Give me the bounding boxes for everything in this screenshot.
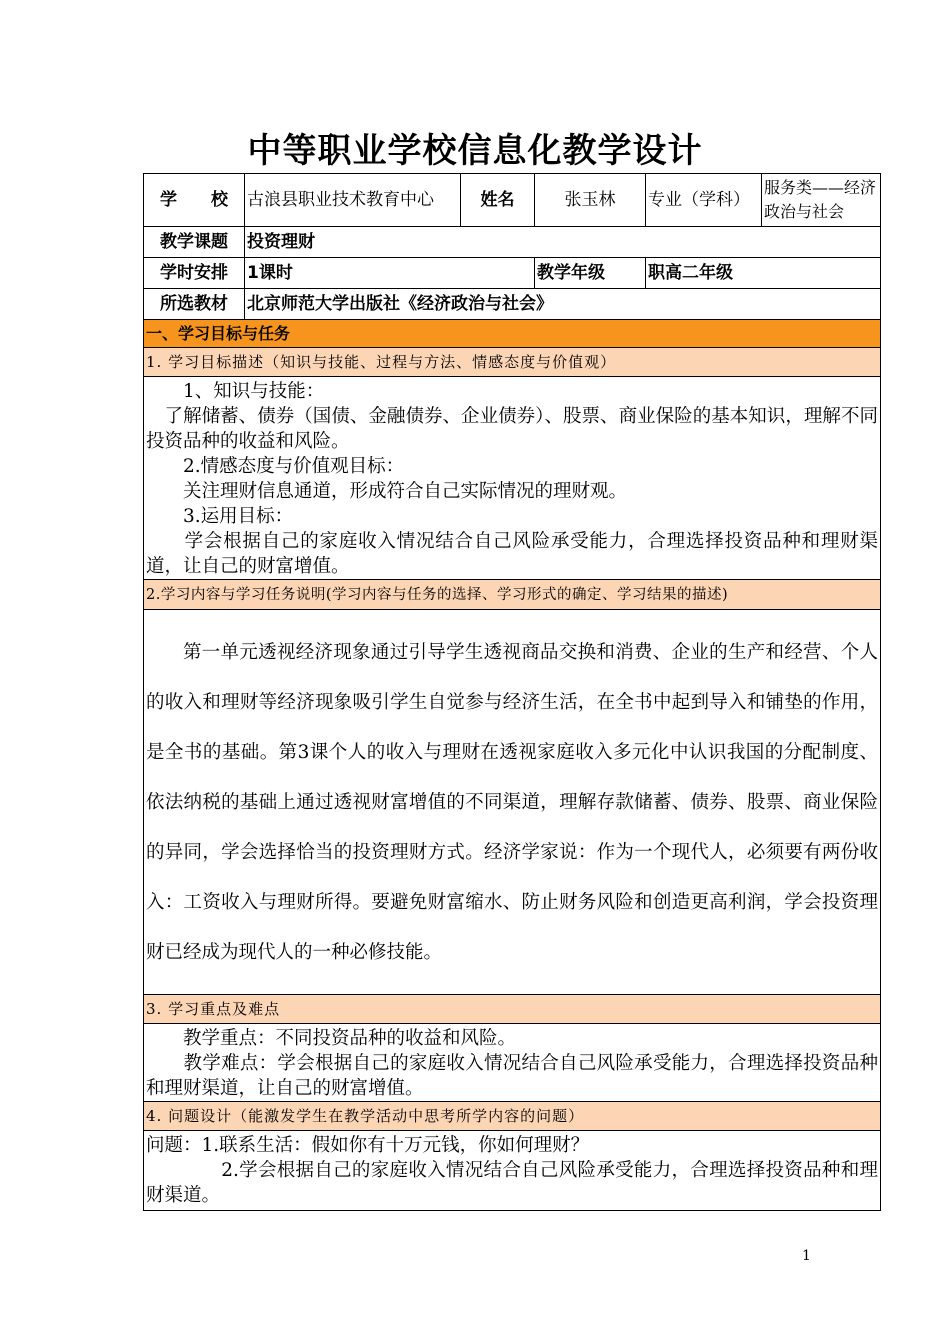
goals-body-row <box>144 377 881 580</box>
teaching-design-table <box>143 173 881 1211</box>
keypoint-line: 教学重点：不同投资品种的收益和风险。 <box>146 1028 517 1049</box>
questions-heading: 4. 问题设计（能激发学生在教学活动中思考所学内容的问题） <box>144 1102 881 1131</box>
name-value: 张玉林 <box>535 174 646 227</box>
grade-value: 职高二年级 <box>646 258 881 289</box>
question-line: 2.学会根据自己的家庭收入情况结合自己风险承受能力，合理选择投资品种和理财渠道。 <box>146 1160 878 1206</box>
questions-body-row <box>144 1131 881 1211</box>
document-title: 中等职业学校信息化教学设计 <box>247 131 703 171</box>
section1-heading: 一、学习目标与任务 <box>144 320 881 348</box>
keypoints-body <box>144 1024 881 1102</box>
school-row <box>144 174 881 227</box>
textbook-label: 所选教材 <box>144 289 245 320</box>
goals-line: 2.情感态度与价值观目标： <box>146 456 405 477</box>
content-heading-row <box>144 580 881 610</box>
hours-value: 1课时 <box>245 258 535 289</box>
questions-body <box>144 1131 881 1211</box>
topic-row <box>144 227 881 258</box>
keypoints-heading-row <box>144 995 881 1024</box>
goals-heading-row <box>144 348 881 377</box>
goals-heading: 1. 学习目标描述（知识与技能、过程与方法、情感态度与价值观） <box>144 348 881 377</box>
hours-row <box>144 258 881 289</box>
keypoints-body-row <box>144 1024 881 1102</box>
textbook-value: 北京师范大学出版社《经济政治与社会》 <box>245 289 881 320</box>
grade-label: 教学年级 <box>535 258 646 289</box>
keypoint-line: 教学难点：学会根据自己的家庭收入情况结合自己风险承受能力，合理选择投资品种和理财渠道，让自己的财富增值。 <box>146 1053 878 1099</box>
school-label: 学 校 <box>144 174 245 227</box>
content-body <box>144 610 881 995</box>
name-label: 姓名 <box>461 174 535 227</box>
school-value: 古浪县职业技术教育中心 <box>245 174 461 227</box>
questions-heading-row <box>144 1102 881 1131</box>
page-number: 1 <box>802 1248 811 1264</box>
goals-body <box>144 377 881 580</box>
major-label: 专业（学科） <box>646 174 762 227</box>
section1-heading-row <box>144 320 881 348</box>
goals-line: 学会根据自己的家庭收入情况结合自己风险承受能力，合理选择投资品种和理财渠道，让自己的财富增值。 <box>146 531 878 577</box>
goals-line: 3.运用目标： <box>146 506 294 527</box>
topic-value: 投资理财 <box>245 227 881 258</box>
question-line: 问题：1.联系生活：假如你有十万元钱，你如何理财？ <box>146 1135 590 1156</box>
topic-label: 教学课题 <box>144 227 245 258</box>
keypoints-heading: 3. 学习重点及难点 <box>144 995 881 1024</box>
goals-line: 关注理财信息通道，形成符合自己实际情况的理财观。 <box>146 481 628 502</box>
textbook-row <box>144 289 881 320</box>
content-paragraph: 第一单元透视经济现象通过引导学生透视商品交换和消费、企业的生产和经营、个人的收入和理财等经济现象吸引学生自觉参与经济生活，在全书中起到导入和铺垫的作用，是全书的基础。第3课个人的收入与理财在透视家庭收入多元化中认识我国的分配制度、依法纳税的基础上通过透视财富增值的不同渠道，理解存款储蓄、债券、股票、商业保险的异同，学会选择恰当的投资理财方式。经济学家说：作为一个现代人，必须要有两份收入：工资收入与理财所得。要避免财富缩水、防止财务风险和创造更高利润，学会投资理财已经成为现代人的一种必修技能。 <box>146 642 878 963</box>
content-heading: 2.学习内容与学习任务说明(学习内容与任务的选择、学习形式的确定、学习结果的描述) <box>144 580 881 610</box>
hours-label: 学时安排 <box>144 258 245 289</box>
goals-line: 1、知识与技能： <box>146 381 325 402</box>
goals-line: 了解储蓄、债券（国债、金融债券、企业债券）、股票、商业保险的基本知识，理解不同投资品种的收益和风险。 <box>146 406 878 452</box>
major-value: 服务类——经济政治与社会 <box>762 174 881 227</box>
content-body-row <box>144 610 881 995</box>
